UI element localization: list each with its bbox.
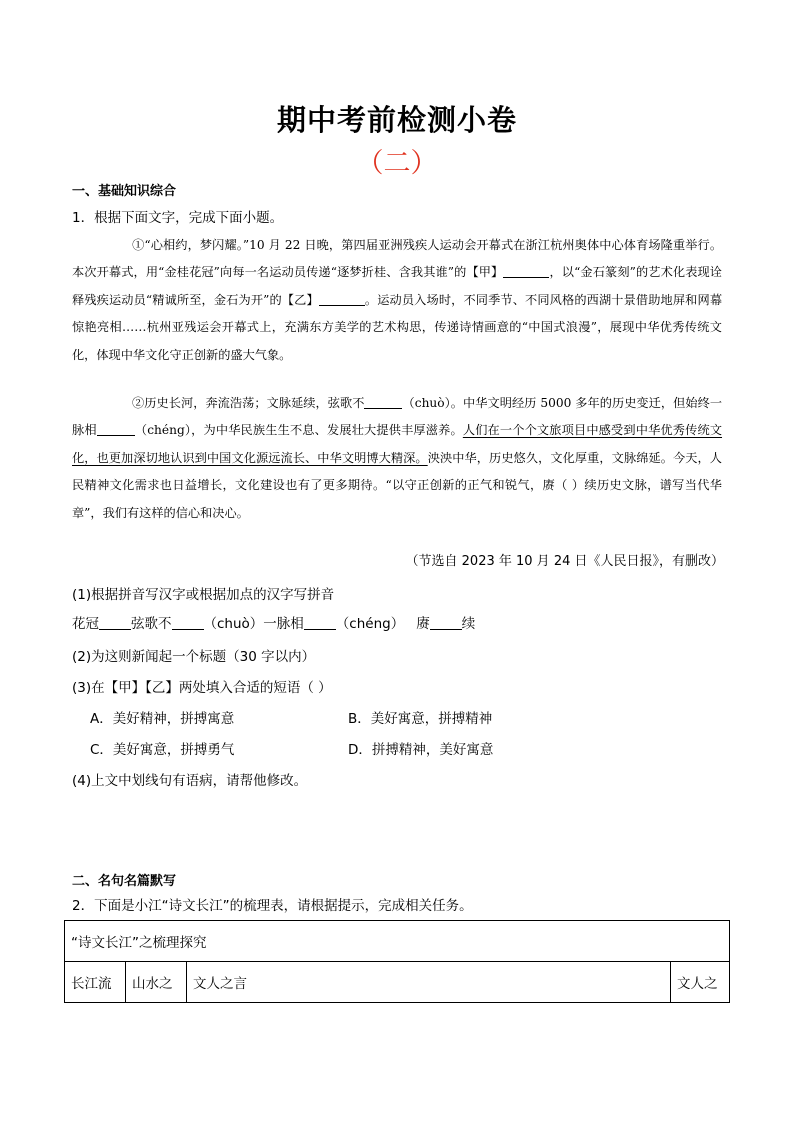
question-1: 1．根据下面文字，完成下面小题。 — [72, 210, 284, 226]
blank-yi[interactable] — [319, 293, 365, 306]
fill-blank-1[interactable] — [99, 617, 131, 630]
para1-text-3: 。运动员入场时，不同季节、不同风格的西湖十景借助地屏和网幕惊艳亮相……杭州亚残运会开幕式上，充满东方美学的艺术构思，传递诗情画意的“中国式浪漫”，展现中华优秀传统文化，体现中华文化守正创新的盛大气象。 — [72, 292, 723, 362]
blank-jia[interactable] — [503, 265, 549, 278]
section-heading-basic: 一、基础知识综合 — [72, 184, 177, 199]
sub-question-4: (4)上文中划线句有语病，请帮他修改。 — [72, 773, 308, 789]
passage-paragraph-2 — [72, 390, 722, 527]
option-d[interactable]: D．拼搏精神，美好寓意 — [348, 742, 494, 758]
option-c[interactable]: C．美好寓意，拼搏勇气 — [90, 742, 235, 758]
fill-blank-4[interactable] — [430, 617, 462, 630]
passage-paragraph-1 — [72, 232, 722, 369]
review-table — [64, 920, 730, 1003]
table-cell-changjiang: 长江流 — [65, 962, 126, 1003]
para2-text-2: （chuò）。中华文明经历 5000 多年的历史变迁，但始终一脉相 — [72, 396, 723, 438]
para2-text-4: 泱泱中华，历史悠久，文化厚重，文脉绵延。今天，人民精神文化需求也日益增长，文化建设也有了更多期待。“以守正创新的正气和锐气，赓（ ）续历史文脉，谱写当代华章”，我们有这样的信心和决心。 — [72, 450, 722, 520]
option-a[interactable]: A．美好精神，拼搏寓意 — [90, 711, 235, 727]
option-b[interactable]: B．美好寓意，拼搏精神 — [348, 711, 493, 727]
fill-word-yimaixiang: （chuò）一脉相 — [203, 616, 304, 632]
table-cell-shanshui: 山水之 — [126, 962, 187, 1003]
question-2: 2．下面是小江“诗文长江”的梳理表，请根据提示，完成相关任务。 — [72, 898, 473, 914]
fill-word-xu: 续 — [461, 616, 476, 632]
page-title: 期中考前检测小卷 — [276, 103, 517, 137]
paragraph-mark-2: ② — [132, 396, 145, 410]
sub-question-2: (2)为这则新闻起一个标题（30 字以内） — [72, 649, 316, 665]
page-subtitle: （二） — [356, 148, 438, 179]
fill-word-cheng: （chéng） — [335, 616, 405, 632]
section-heading-recitation: 二、名句名篇默写 — [72, 874, 177, 889]
fill-word-geng: 赓 — [416, 616, 430, 632]
fill-line — [72, 612, 475, 632]
para2-text-3: （chéng），为中华民族生生不息、发展壮大提供丰厚滋养。 — [134, 423, 463, 438]
blank-cheng[interactable] — [97, 423, 135, 436]
blank-chuo[interactable] — [364, 396, 402, 409]
para1-text-2: ，以“金石篆刻”的艺术化表现诠释残疾运动员“精诚所至，金石为开”的【乙】 — [72, 265, 722, 307]
sub-question-1: (1)根据拼音写汉字或根据加点的汉字写拼音 — [72, 587, 335, 603]
fill-word-xiangebu: 弦歌不 — [131, 616, 172, 632]
source-citation: （节选自 2023 年 10 月 24 日《人民日报》，有删改） — [405, 554, 724, 569]
sub-question-3: (3)在【甲】【乙】两处填入合适的短语（ ） — [72, 680, 332, 696]
paragraph-mark-1: ① — [132, 238, 145, 252]
fill-blank-3[interactable] — [304, 617, 336, 630]
table-header: “诗文长江”之梳理探究 — [65, 921, 730, 962]
table-cell-wenren: 文人之 — [671, 962, 730, 1003]
para1-text-1: “心相约，梦闪耀。”10 月 22 日晚，第四届亚洲残疾人运动会开幕式在浙江杭州奥体中心体育场隆重举行。本次开幕式，用“金桂花冠”向每一名运动员传递“逐梦折桂、含我其谁”的【甲】 — [72, 238, 723, 280]
para2-text-1: 历史长河，奔流浩荡；文脉延续，弦歌不 — [144, 396, 365, 410]
underlined-sentence: 人们在一个个文旅项目中感受到中华优秀传统文化，也更加深切地认识到中国文化源远流长、中华文明博大精深。 — [72, 423, 723, 465]
fill-word-huaguan: 花冠 — [72, 616, 99, 632]
table-cell-wenren-yan: 文人之言 — [187, 962, 671, 1003]
fill-blank-2[interactable] — [172, 617, 204, 630]
